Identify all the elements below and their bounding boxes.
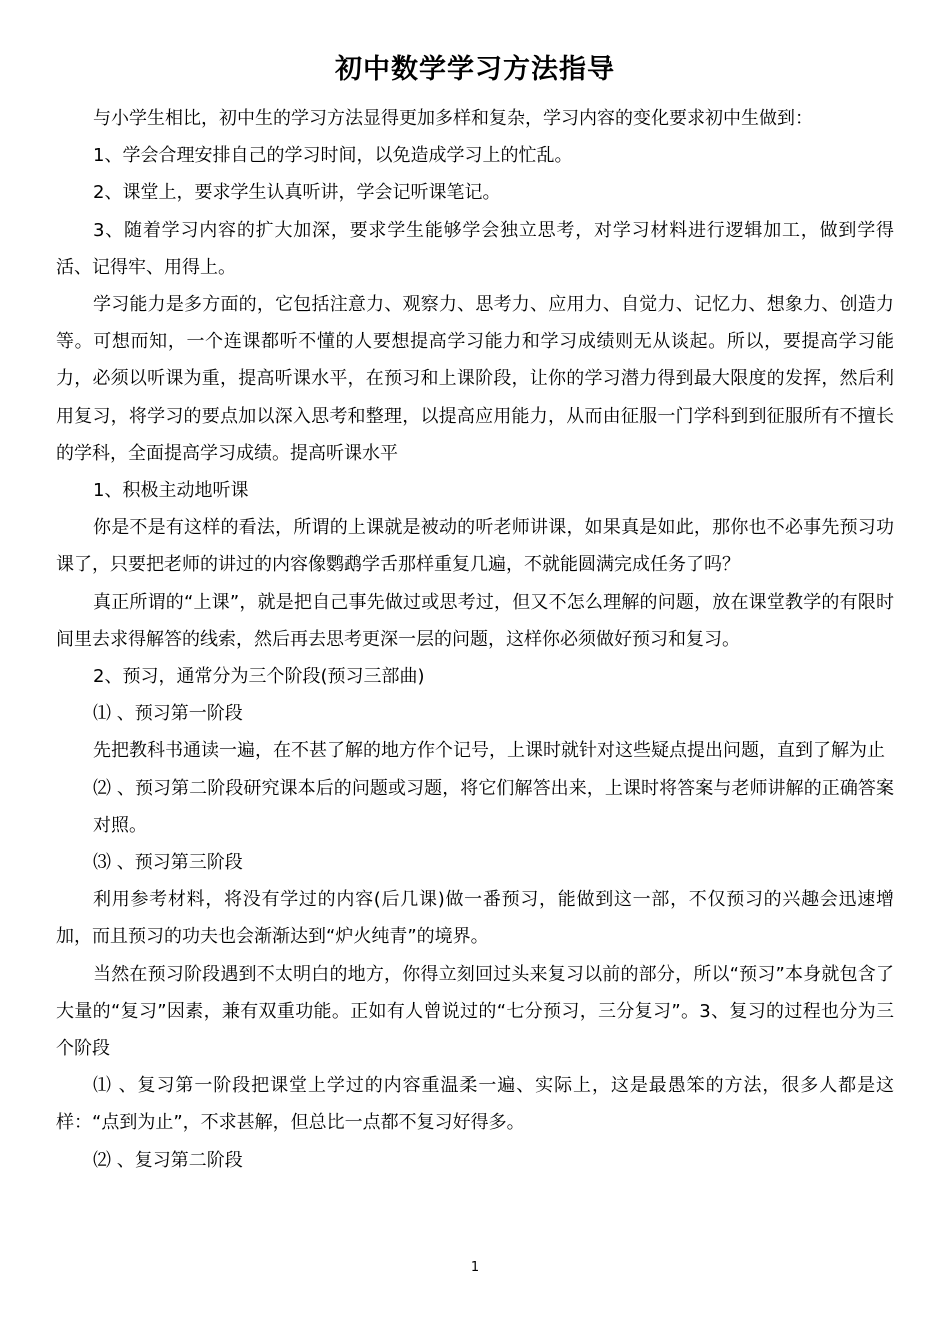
paragraph-item-1: 1、学会合理安排自己的学习时间，以免造成学习上的忙乱。 [93,145,573,167]
paragraph-intro: 与小学生相比，初中生的学习方法显得更加多样和复杂，学习内容的变化要求初中生做到： [93,108,813,129]
paragraph-passive-view: 你是不是有这样的看法，所谓的上课就是被动的听老师讲课，如果真是如此，那你也不必事先预习功课了，只要把老师的讲过的内容像鹦鹉学舌那样重复几遍，不就能圆满完成任务了吗？ [56,517,894,576]
document-title: 初中数学学习方法指导 [335,54,615,85]
paragraph-preview-review: 当然在预习阶段遇到不太明白的地方，你得立刻回过头来复习以前的部分，所以“预习”本身就包含了大量的“复习”因素，兼有双重功能。正如有人曾说过的“七分预习，三分复习”。3、复习的过程也分为三个阶段 [56,963,894,1060]
section-heading-preview: 2、预习，通常分为三个阶段(预习三部曲) [93,666,425,688]
paragraph-real-class: 真正所谓的“上课”，就是把自己事先做过或思考过，但又不怎么理解的问题，放在课堂教学的有限时间里去求得解答的线索，然后再去思考更深一层的问题，这样你必须做好预习和复习。 [56,591,894,650]
paragraph-preview-stage-1: 先把教科书通读一遍，在不甚了解的地方作个记号，上课时就针对这些疑点提出问题，直到了解为止 [93,740,885,762]
subheading-preview-stage-3: ⑶ 、预习第三阶段 [93,852,243,874]
subheading-review-stage-2: ⑵ 、复习第二阶段 [93,1149,243,1171]
paragraph-preview-stage-2: ⑵ 、预习第二阶段研究课本后的问题或习题，将它们解答出来，上课时将答案与老师讲解的正确答案对照。 [93,777,894,836]
paragraph-item-3: 3、随着学习内容的扩大加深，要求学生能够学会独立思考，对学习材料进行逻辑加工，做到学得活、记得牢、用得上。 [56,219,894,278]
page-number: 1 [470,1260,480,1275]
paragraph-preview-stage-3: 利用参考材料，将没有学过的内容(后几课)做一番预习，能做到这一部，不仅预习的兴趣会迅速增加，而且预习的功夫也会渐渐达到“炉火纯青”的境界。 [56,889,894,948]
paragraph-review-stage-1: ⑴ 、复习第一阶段把课堂上学过的内容重温柔一遍、实际上，这是最愚笨的方法，很多人都是这样：“点到为止”，不求甚解，但总比一点都不复习好得多。 [56,1075,894,1134]
paragraph-learning-ability: 学习能力是多方面的，它包括注意力、观察力、思考力、应用力、自觉力、记忆力、想象力、创造力等。可想而知，一个连课都听不懂的人要想提高学习能力和学习成绩则无从谈起。所以，要提高学习能力，必须以听课为重，提高听课水平，在预习和上课阶段，让你的学习潜力得到最大限度的发挥，然后利用复习，将学习的要点加以深入思考和整理，以提高应用能力，从而由征服一门学科到到征服所有不擅长的学科，全面提高学习成绩。提高听课水平 [56,294,894,464]
paragraph-item-2: 2、课堂上，要求学生认真听讲，学会记听课笔记。 [93,182,501,204]
subheading-preview-stage-1: ⑴ 、预习第一阶段 [93,703,243,725]
section-heading-listen: 1、积极主动地听课 [93,480,249,502]
